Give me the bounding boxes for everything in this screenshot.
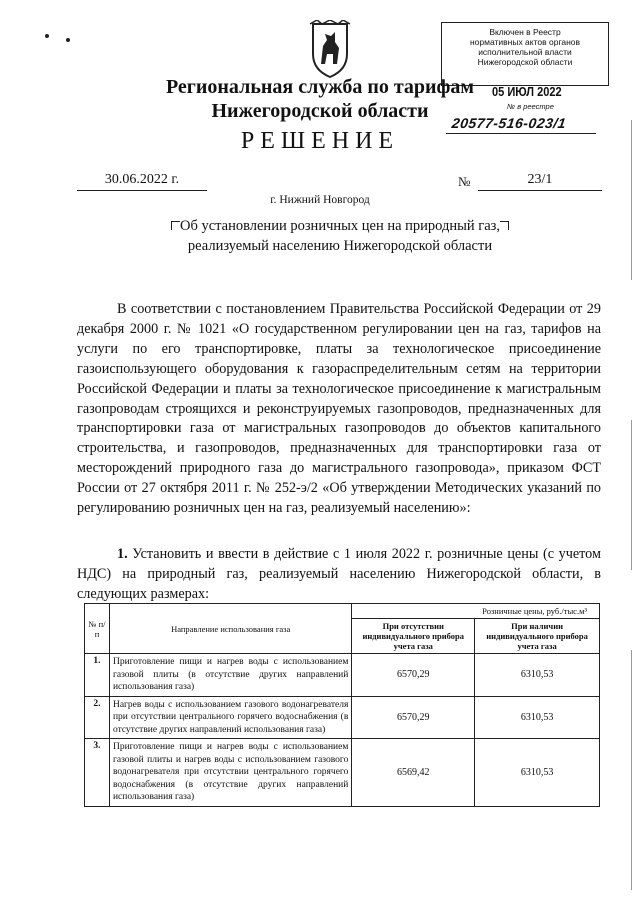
stamp-line: Нижегородской области — [477, 57, 573, 67]
stamp-reg-number: 20577-516-023/1 — [450, 115, 568, 131]
row-direction: Приготовление пищи и нагрев воды с использованием газовой плиты (в отсутствие других направлений использования газа) — [109, 654, 351, 697]
row-price-without-meter: 6569,42 — [352, 739, 475, 807]
row-number: 1. — [85, 654, 110, 697]
city: г. Нижний Новгород — [270, 194, 370, 206]
header-with-meter: При наличии индивидуального прибора учета газа — [475, 619, 600, 654]
scan-edge-line — [631, 420, 632, 570]
document-number: 23/1 — [527, 172, 553, 187]
tariff-table — [84, 603, 600, 807]
table-row — [85, 654, 600, 697]
row-price-without-meter: 6570,29 — [352, 696, 475, 739]
item-1-number: 1. — [117, 546, 128, 562]
stamp-line: Включен в Реестр — [489, 27, 561, 37]
row-price-with-meter: 6310,53 — [475, 696, 600, 739]
stamp-reg-label: № в реестре — [507, 102, 554, 111]
row-price-with-meter: 6310,53 — [475, 654, 600, 697]
stamp-line: исполнительной власти — [478, 47, 572, 57]
stamp-date: 05 ИЮЛ 2022 — [492, 84, 562, 99]
scan-edge-line — [631, 650, 632, 890]
coat-of-arms-emblem — [305, 20, 355, 80]
number-label: № — [458, 174, 471, 189]
row-number: 3. — [85, 739, 110, 807]
header-number: № п/п — [85, 604, 110, 654]
row-price-with-meter: 6310,53 — [475, 739, 600, 807]
header-prices: Розничные цены, руб./тыс.м³ — [352, 604, 600, 619]
scan-speck — [45, 34, 49, 38]
row-number: 2. — [85, 696, 110, 739]
table-row — [85, 739, 600, 807]
org-name-line1: Региональная служба по тарифам — [165, 76, 475, 98]
scan-speck — [66, 38, 70, 42]
item-1-paragraph — [77, 545, 601, 605]
preamble-paragraph: В соответствии с постановлением Правительства Российской Федерации от 29 декабря 2000 г. № 1021 «О государственном регулировании цен на газ, тарифов на услуги по его транспортировке, платы за технологическое присоединение газоиспользующего оборудования к газораспределительным сетям на территории Российской Федерации и платы за технологическое присоединение к магистральным газопроводам строящихся и реконструируемых газопроводов, предназначенных для транспортировки газа от магистральных газопроводов до объектов капитального строительства, и газопроводов, предназначенных для транспортировки газа от месторождений природного газа до магистрального газопровода», приказом ФСТ России от 27 октября 2011 г. № 252-э/2 «Об утверждении Методических указаний по регулированию розничных цен на газ, реализуемый населению»: — [77, 301, 601, 517]
row-direction: Приготовление пищи и нагрев воды с использованием газовой плиты и нагрев воды с использованием газового водонагревателя при отсутствии центрального горячего водоснабжения (в отсутствие других направлений использования газа) — [109, 739, 351, 807]
row-price-without-meter: 6570,29 — [352, 654, 475, 697]
date-underline — [77, 190, 207, 191]
header-without-meter: При отсутствии индивидуального прибора учета газа — [352, 619, 475, 654]
org-name-line2: Нижегородской области — [211, 100, 429, 122]
document-subject: Об установлении розничных цен на природный газ, реализуемый населению Нижегородской области — [179, 218, 501, 254]
table-header-row — [85, 604, 600, 619]
document-date: 30.06.2022 г. — [104, 172, 180, 187]
stamp-line: нормативных актов органов — [469, 37, 581, 47]
header-direction: Направление использования газа — [109, 604, 351, 654]
document-type-title: РЕШЕНИЕ — [240, 128, 400, 154]
table-row — [85, 696, 600, 739]
number-underline — [478, 190, 602, 191]
row-direction: Нагрев воды с использованием газового водонагревателя при отсутствии центрального горячего водоснабжения (в отсутствие других направлений использования газа) — [109, 696, 351, 739]
item-1-text: Установить и ввести в действие с 1 июля 2022 г. розничные цены (с учетом НДС) на природный газ, реализуемый населению Нижегородской области, в следующих размерах: — [77, 546, 601, 602]
